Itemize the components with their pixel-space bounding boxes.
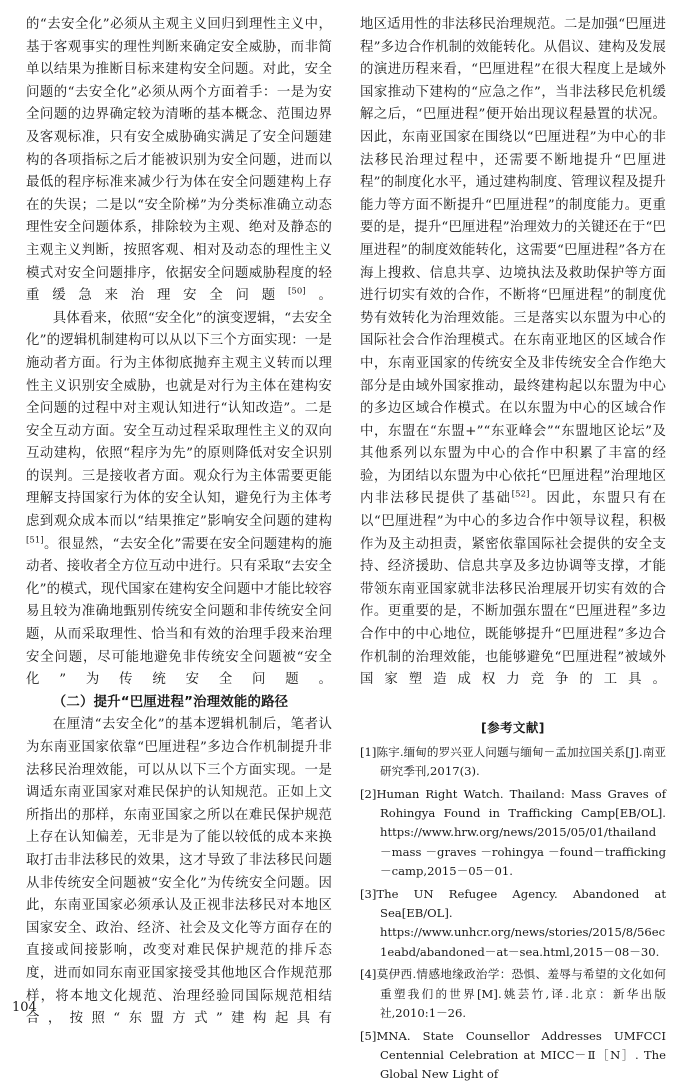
page-number: 104 xyxy=(12,1000,37,1015)
reference-text: 陈宇.缅甸的罗兴亚人问题与缅甸－孟加拉国关系[J].南亚研究季刊,2017(3). xyxy=(376,744,666,779)
paragraph-text: 具体看来，依照“安全化”的演变逻辑，“去安全化”的逻辑机制建构可以从以下三个方面实现：一是施动者方面。行为主体彻底抛弃主观主义转而以理性主义识别安全威胁，也就是对行为主体在建构安全问题的过程中对主观认知进行“认知改造”。二是安全互动方面。安全互动过程采取理性主义的双向互动建构，依照“程序为先”的原则降低对安全识别的误判。三是接收者方面。观众行为主体需要更能理解支持国家行为体的安全认知，避免行为主体考虑到观众成本而以“结果推定”影响安全问题的建构 xyxy=(26,310,332,530)
paragraph-continued xyxy=(26,14,332,308)
left-column xyxy=(26,14,332,1031)
two-column-body xyxy=(26,14,674,1088)
paragraph-text-tail: 。 xyxy=(305,288,332,304)
references-list xyxy=(360,743,666,1085)
reference-number: [2] xyxy=(360,786,377,801)
reference-item xyxy=(360,785,666,882)
reference-item xyxy=(360,885,666,963)
reference-marker-50: [50] xyxy=(287,286,306,297)
reference-item xyxy=(360,1027,666,1085)
reference-number: [5] xyxy=(360,1028,377,1043)
paragraph-continued xyxy=(360,14,666,692)
references-heading: [参考文献] xyxy=(481,719,545,735)
paragraph-body: 在厘清“去安全化”的基本逻辑机制后，笔者认为东南亚国家依靠“巴厘进程”多边合作机制提升非法移民治理效能，可以从以下三个方面实现。一是调适东南亚国家对难民保护的认知规范。正如上文所指出的那样，东南亚国家之所以在难民保护规范上存在认知偏差，无非是为了能以较低的成本来换取打击非法移民的效果，这才导致了非法移民问题从非传统安全问题被“安全化”为传统安全问题。因此，东南亚国家必须承认及正视非法移民对本地区国家安全、政治、经济、社会及文化等方面存在的直接或间接影响，改变对难民保护规范的排斥态度，进而如同东南亚国家接受其他地区合作规范那样，将本地文化规范、治理经验同国际规范相结合，按照“东盟方式”建构起具有 xyxy=(26,717,332,1027)
paragraph-text-tail: 。很显然，“去安全化”需要在安全问题建构的施动者、接收者全方位互动中进行。只有采取“去安全化”的模式，现代国家在建构安全问题中才能比较容易且较为准确地甄别传统安全问题和非传统安全问题，从而采取理性、恰当和有效的治理手段来治理安全问题，尽可能地避免非传统安全问题被“安全化”为传统安全问题。 xyxy=(26,536,332,688)
paragraph-body xyxy=(26,308,332,692)
paragraph-text-tail: 。因此，东盟只有在以“巴厘进程”为中心的多边合作中领导议程，积极作为及主动担责，紧密依靠国际社会提供的安全支持、经济援助、信息共享及多边协调等支撑，才能带领东南亚国家就非法移民治理展开切实有效的合作。更重要的是，不断加强东盟在“巴厘进程”多边合作中的中心地位，既能够提升“巴厘进程”多边合作机制的治理效能，也能够避免“巴厘进程”被域外国家塑造成权力竞争的工具。 xyxy=(360,491,666,688)
reference-number: [4] xyxy=(360,967,377,982)
reference-text: 莫伊西.情感地缘政治学：恐惧、羞辱与希望的文化如何重塑我们的世界[M].姚芸竹,译.北京：新华出版社,2010:1－26. xyxy=(376,967,666,1021)
paragraph-text: 的“去安全化”必须从主观主义回归到理性主义中，基于客观事实的理性判断来确定安全威胁，而非简单以结果为推断目标来建构安全问题。对此，安全问题的“去安全化”必须从两个方面着手：一是为安全问题的边界确定较为清晰的基本概念、范围边界及客观标准，只有安全威胁确实满足了安全问题建构的各项指标之后才能被识别为安全问题，进而以最低的程序标准来减少行为体在安全问题建构上存在的失误；二是以“安全阶梯”为分类标准确立动态理性安全问题体系，排除较为主观、绝对及静态的主观主义判断，按照客观、相对及动态的理性主义模式对安全问题排序，依据安全问题威胁程度的轻重缓急来治理安全问题 xyxy=(26,17,332,304)
right-column xyxy=(360,14,666,1088)
reference-text: The UN Refugee Agency. Abandoned at Sea[EB/OL]. https://www.unhcr.org/news/stories/2015/8/56ec1eabd/abandoned－at－sea.html,2015－08－30. xyxy=(376,886,666,959)
reference-item xyxy=(360,965,666,1023)
reference-number: [3] xyxy=(360,886,377,901)
reference-marker-52: [52] xyxy=(511,490,530,500)
paragraph-text: 地区适用性的非法移民治理规范。二是加强“巴厘进程”多边合作机制的效能转化。从倡议、建构及发展的演进历程来看，“巴厘进程”在很大程度上是域外国家推动下建构的“应急之作”，当非法移民危机缓解之后，“巴厘进程”便开始出现议程悬置的状况。因此，东南亚国家在围绕以“巴厘进程”为中心的非法移民治理过程中，还需要不断地提升“巴厘进程”的制度化水平，通过建构制度、管理议程及提升能力等方面不断提升“巴厘进程”的制度能力。更重要的是，提升“巴厘进程”治理效力的关键还在于“巴厘进程”的制度效能转化，这需要“巴厘进程”各方在海上搜救、信息共享、边境执法及救助保护等方面进行切实有效的合作，不断将“巴厘进程”的制度优势有效转化为治理效能。三是落实以东盟为中心的国际社会合作治理模式。在东南亚地区的区域合作中，东南亚国家的传统安全及非传统安全合作绝大部分是由域外国家推动，最终建构起以东盟为中心的多边区域合作模式。在以东盟为中心的区域合作中，东盟在“东盟+”“东亚峰会”“东盟地区论坛”及其他系列以东盟为中心的合作中积累了丰富的经验，为团结以东盟为中心依托“巴厘进程”治理地区内非法移民提供了基础 xyxy=(360,17,666,507)
reference-number: [1] xyxy=(360,744,377,759)
reference-text: MNA. State Counsellor Addresses UMFCCI Centennial Celebration at MICC－Ⅱ［N］. The Global New Light of xyxy=(376,1028,666,1082)
section-heading: （二）提升“巴厘进程”治理效能的路径 xyxy=(52,694,289,710)
reference-item xyxy=(360,743,666,782)
reference-marker-51: [51] xyxy=(26,535,44,546)
reference-text: Human Right Watch. Thailand: Mass Graves of Rohingya Found in Trafficking Camp[EB/OL]. https://www.hrw.org/news/2015/05/01/thailand －mass －graves －rohingya －found－trafficking－camp,2015－05－01. xyxy=(376,786,666,879)
